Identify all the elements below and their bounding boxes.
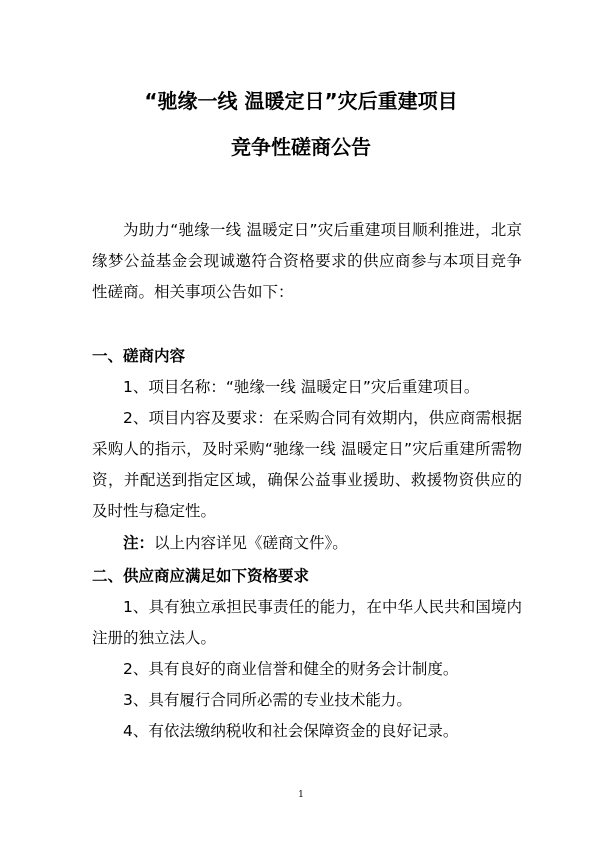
- project-content-item: 2、项目内容及要求：在采购合同有效期内，供应商需根据采购人的指示，及时采购“驰缘一线 温暖定日”灾后重建所需物资，并配送到指定区域，确保公益事业援助、救援物资供应的及时性与稳定性。: [92, 409, 522, 520]
- requirement-item-2: 2、具有良好的商业信誉和健全的财务会计制度。: [123, 660, 459, 678]
- requirement-item-4: 4、有依法缴纳税收和社会保障资金的良好记录。: [123, 722, 459, 740]
- requirement-item-1: 1、具有独立承担民事责任的能力，在中华人民共和国境内注册的独立法人。: [92, 598, 522, 647]
- requirement-item-3: 3、具有履行合同所必需的专业技术能力。: [123, 691, 412, 709]
- note-text: 以上内容详见《磋商文件》。: [154, 534, 348, 552]
- section-heading-qualification-requirements: 二、供应商应满足如下资格要求: [92, 567, 310, 585]
- note-paragraph: [92, 528, 522, 559]
- note-label: 注：: [123, 534, 155, 552]
- document-title-line-1: “驰缘一线 温暖定日”灾后重建项目: [144, 89, 458, 113]
- project-name-item: 1、项目名称：“驰缘一线 温暖定日”灾后重建项目。: [123, 378, 480, 396]
- document-title-line-2: 竞争性磋商公告: [231, 135, 371, 159]
- page-number: 1: [298, 790, 304, 800]
- intro-paragraph: 为助力“驰缘一线 温暖定日”灾后重建项目顺利推进，北京缘梦公益基金会现诚邀符合资格要求的供应商参与本项目竞争性磋商。相关事项公告如下：: [92, 221, 522, 301]
- section-heading-consultation-content: 一、磋商内容: [92, 347, 186, 365]
